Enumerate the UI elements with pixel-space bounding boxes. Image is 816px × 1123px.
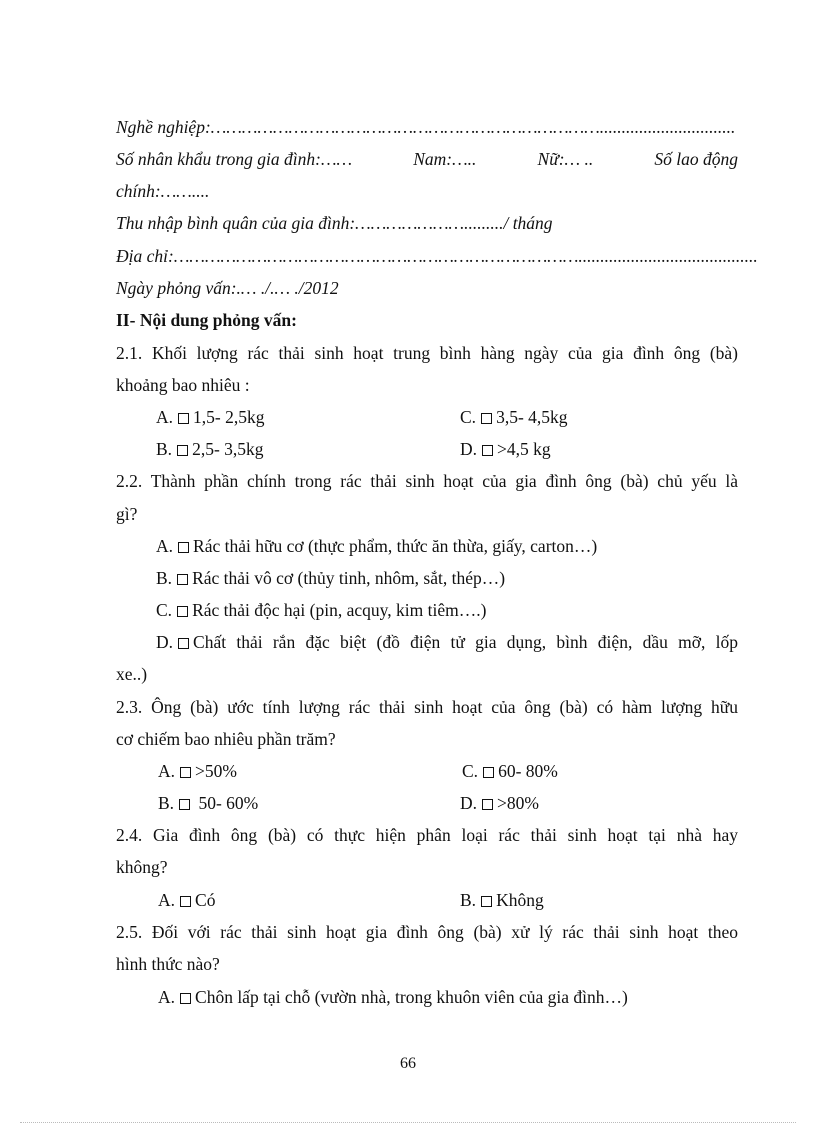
option-letter: A. [156, 536, 174, 556]
option-text: >4,5 kg [497, 439, 551, 459]
option-letter: B. [156, 439, 173, 459]
question-2-1: 2.1. Khối lượng rác thải sinh hoạt trung bình hàng ngày của gia đình ông (bà) [116, 343, 738, 363]
option-letter: D. [460, 793, 478, 813]
question-2-3: 2.3. Ông (bà) ước tính lượng rác thải sinh hoạt của ông (bà) có hàm lượng hữu [116, 697, 738, 717]
occupation-line: Nghề nghiệp:…………………………………………………………………............................... [116, 117, 736, 137]
option-2-3-b[interactable] [158, 792, 258, 814]
question-2-4: 2.4. Gia đình ông (bà) có thực hiện phân loại rác thải sinh hoạt tại nhà hay [116, 825, 738, 845]
address-line: Địa chỉ:……………………………………………………………………......................................... [116, 246, 758, 266]
option-text: Không [496, 890, 544, 910]
option-2-1-d[interactable] [460, 438, 551, 460]
checkbox-icon[interactable] [178, 413, 189, 424]
checkbox-icon[interactable] [177, 574, 188, 585]
question-2-5: 2.5. Đối với rác thải sinh hoạt gia đình ông (bà) xử lý rác thải sinh hoạt theo [116, 922, 738, 942]
checkbox-icon[interactable] [178, 638, 189, 649]
checkbox-icon[interactable] [178, 542, 189, 553]
checkbox-icon[interactable] [180, 896, 191, 907]
page-number: 66 [400, 1055, 416, 1072]
option-letter: D. [156, 632, 174, 652]
question-2-2-cont: gì? [116, 504, 138, 524]
question-2-1-cont: khoảng bao nhiêu : [116, 375, 250, 395]
household-line [116, 148, 738, 170]
option-text: 2,5- 3,5kg [192, 439, 264, 459]
question-2-3-cont: cơ chiếm bao nhiêu phần trăm? [116, 729, 336, 749]
option-2-1-a[interactable] [156, 406, 264, 428]
option-letter: D. [460, 439, 478, 459]
option-letter: A. [156, 407, 174, 427]
option-text: >50% [195, 761, 237, 781]
option-text: 60- 80% [498, 761, 558, 781]
option-2-4-a[interactable] [158, 889, 215, 911]
option-text: Rác thải độc hại (pin, acquy, kim tiêm….) [192, 600, 487, 620]
option-2-3-d[interactable] [460, 792, 539, 814]
option-text: Chất thải rắn đặc biệt (đồ điện tử gia dụng, bình điện, dầu mỡ, lốp [193, 632, 738, 652]
checkbox-icon[interactable] [483, 767, 494, 778]
section-title: II- Nội dung phỏng vấn: [116, 310, 297, 330]
option-text: 50- 60% [194, 793, 259, 813]
question-2-4-cont: không? [116, 857, 168, 877]
checkbox-icon[interactable] [180, 993, 191, 1004]
question-2-5-cont: hình thức nào? [116, 954, 220, 974]
checkbox-icon[interactable] [481, 896, 492, 907]
option-letter: A. [158, 987, 176, 1007]
option-2-2-d-cont: xe..) [116, 664, 148, 684]
option-2-2-a[interactable] [156, 535, 597, 557]
option-text: Chôn lấp tại chỗ (vườn nhà, trong khuôn viên của gia đình…) [195, 987, 628, 1007]
option-2-2-d[interactable] [156, 631, 738, 653]
labor-label: Số lao động [654, 149, 738, 169]
option-text: Rác thải vô cơ (thủy tinh, nhôm, sắt, thép…) [192, 568, 506, 588]
household-size: Số nhân khẩu trong gia đình:…… [116, 149, 353, 169]
option-letter: B. [158, 793, 175, 813]
male-count: Nam:….. [413, 149, 477, 169]
option-text: 1,5- 2,5kg [193, 407, 265, 427]
option-2-5-a[interactable] [158, 986, 628, 1008]
option-2-3-c[interactable] [462, 760, 558, 782]
option-letter: A. [158, 761, 176, 781]
checkbox-icon[interactable] [481, 413, 492, 424]
option-letter: C. [460, 407, 477, 427]
question-2-2: 2.2. Thành phần chính trong rác thải sinh hoạt của gia đình ông (bà) chủ yếu là [116, 471, 738, 491]
checkbox-icon[interactable] [482, 445, 493, 456]
option-2-1-c[interactable] [460, 406, 568, 428]
option-text: >80% [497, 793, 539, 813]
income-line: Thu nhập bình quân của gia đình:…………………........./ tháng [116, 213, 553, 233]
option-letter: C. [156, 600, 173, 620]
option-text: Rác thải hữu cơ (thực phẩm, thức ăn thừa, giấy, carton…) [193, 536, 598, 556]
option-2-2-c[interactable] [156, 599, 486, 621]
option-text: Có [195, 890, 216, 910]
option-text: 3,5- 4,5kg [496, 407, 568, 427]
checkbox-icon[interactable] [482, 799, 493, 810]
female-count: Nữ:… .. [537, 149, 594, 169]
checkbox-icon[interactable] [179, 799, 190, 810]
option-letter: B. [460, 890, 477, 910]
option-letter: C. [462, 761, 479, 781]
option-letter: B. [156, 568, 173, 588]
checkbox-icon[interactable] [180, 767, 191, 778]
checkbox-icon[interactable] [177, 606, 188, 617]
option-2-4-b[interactable] [460, 889, 544, 911]
option-2-1-b[interactable] [156, 438, 264, 460]
option-letter: A. [158, 890, 176, 910]
option-2-3-a[interactable] [158, 760, 237, 782]
option-2-2-b[interactable] [156, 567, 505, 589]
checkbox-icon[interactable] [177, 445, 188, 456]
labor-count: chính:…….... [116, 181, 210, 201]
interview-date-line: Ngày phỏng vấn:.… ./.… ./2012 [116, 278, 339, 298]
